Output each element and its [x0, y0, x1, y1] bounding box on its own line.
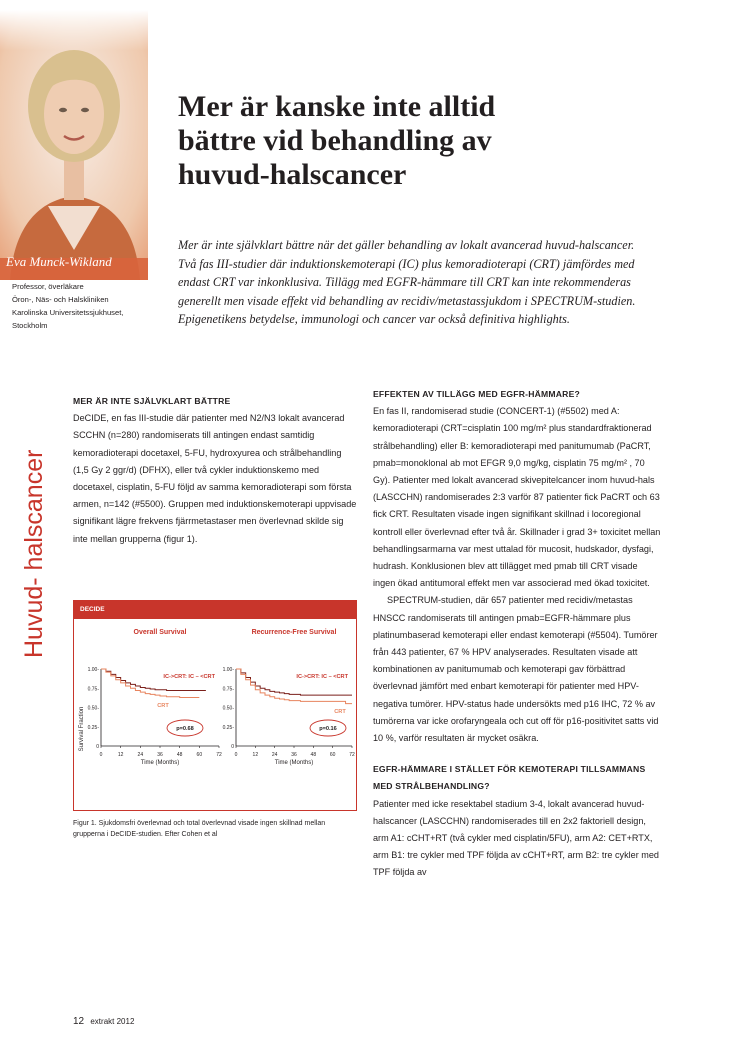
y-tick-label: 0 — [231, 744, 234, 750]
x-tick-label: 36 — [291, 752, 297, 758]
x-tick-label: 0 — [234, 752, 238, 758]
x-tick-label: 24 — [137, 752, 144, 758]
x-axis-label: Time (Months) — [274, 760, 314, 766]
pvalue-label: p=0.68 — [176, 726, 194, 732]
pvalue-label: p=0.16 — [319, 726, 337, 732]
x-tick-label: 60 — [329, 752, 336, 758]
legend-crt-label: CRT — [157, 703, 169, 709]
y-tick-label: 0 — [96, 744, 99, 750]
legend-crt-label: CRT — [334, 709, 346, 715]
y-axis-label: Survival Fraction — [79, 706, 85, 752]
x-tick-label: 12 — [117, 752, 124, 758]
left-column — [73, 393, 358, 548]
y-tick-label: 1.00- — [87, 667, 99, 673]
y-tick-label: 0.25- — [222, 724, 234, 731]
x-tick-label: 12 — [252, 752, 259, 758]
x-tick-label: 0 — [99, 752, 103, 758]
survival-charts — [74, 619, 356, 810]
section-tag-text: Huvud- halscancer — [20, 449, 48, 658]
figure-caption: Figur 1. Sjukdomsfri överlevnad och total överlevnad visade ingen skillnad mellan grupperna i DeCIDE-studien. Efter Cohen et al — [73, 820, 326, 838]
section-tag — [18, 398, 48, 658]
legend-ic-label: IC->CRT: IC – <CRT — [163, 674, 215, 680]
x-tick-label: 48 — [310, 752, 317, 758]
x-tick-label: 60 — [196, 752, 203, 758]
x-tick-label: 36 — [157, 752, 163, 758]
x-tick-label: 24 — [271, 752, 278, 758]
section-heading: EGFR-HÄMMARE I STÄLLET FÖR KEMOTERAPI TILLSAMMANS MED STRÅLBEHANDLING? — [373, 764, 646, 792]
page-number: 12 — [73, 1016, 85, 1027]
author-info-line: Stockholm — [12, 321, 48, 330]
chart-title: Recurrence-Free Survival — [251, 629, 337, 636]
y-tick-label: 0.50- — [87, 705, 99, 712]
body-paragraph: SPECTRUM-studien, där 657 patienter med recidiv/metastas HNSCC randomiserats till antingen pmab=EGFR-hämmare plus platinumbaserad kemoterapi eller endast kemoterapi (#5504). Tumörer från 443 patienter, 67 % HPV analyserades. Resultaten visade att kombinationen av panitumumab och kemoterapi gav förbättrad överlevnad jämfört med enbart kemoterapi för patienter med HPV-negativa tumörer. HPV-status hade undersökts med p16 IHC, 72 % av tumörerna var icke orofaryngeala och cut off för p16-positivitet satts vid 10 %, varför resultaten är mycket osäkra. — [373, 595, 659, 744]
legend-ic-label: IC->CRT: IC – <CRT — [296, 674, 348, 680]
survival-curve-ic — [236, 669, 352, 695]
figure-box — [73, 600, 357, 811]
figure-label: DECIDE — [74, 601, 356, 619]
author-affiliation — [12, 280, 162, 332]
y-tick-label: 0.75- — [87, 686, 99, 693]
title-line: Mer är kanske inte alltid — [178, 90, 496, 123]
title-line: huvud-halscancer — [178, 158, 407, 191]
body-paragraph: Patienter med icke resektabel stadium 3-4, lokalt avancerad huvud-halscancer (LASCCHN) randomiserades till en 2x2 faktoriell design, arm A1: cCHT+RT (två cykler med cisplatin/5FU), arm A2: CET+RTX, arm B1: tre cykler med TPF följda av cCHT+RT, arm B2: tre cykler med TPF följda av — [373, 798, 659, 878]
y-tick-label: 0.50- — [222, 705, 234, 712]
section-heading: EFFEKTEN AV TILLÄGG MED EGFR-HÄMMARE? — [373, 389, 580, 399]
author-info-line: Öron-, Näs- och Halskliniken — [12, 295, 109, 304]
y-tick-label: 1.00- — [222, 667, 234, 673]
author-info-line: Professor, överläkare — [12, 282, 84, 291]
x-tick-label: 72 — [349, 752, 355, 758]
section-heading: MER ÄR INTE SJÄLVKLART BÄTTRE — [73, 396, 231, 406]
body-paragraph: DeCIDE, en fas III-studie där patienter med N2/N3 lokalt avancerad SCCHN (n=280) randomiserats till antingen endast samtidig kemoradioterapi docetaxel, 5-FU, hydroxyurea och strålbehandling (1,5 Gy 2 ggr/d) (DFHX), eller två cykler induktionskemo med docetaxel, cisplatin, 5-FU följd av samma kemoradioterapi som första armen, n=142 (#5500). Gruppen med induktionskemoterapi uppvisade signifikant lägre frekvens fjärrmetastaser men överlevnad skilde sig inte mellan grupperna (figur 1). — [73, 413, 357, 544]
page-footer — [73, 1016, 134, 1027]
y-tick-label: 0.25- — [87, 724, 99, 731]
lead-paragraph: Mer är inte självklart bättre när det gäller behandling av lokalt avancerad huvud-halscancer. Två fas III-studier där induktionskemoterapi (IC) plus kemoradioterapi (CRT) jämfördes med endast CRT var inkonklusiva. Tillägg med EGFR-hämmare till CRT kan inte rekommenderas generellt men visade effekt vid behandling av recidiv/metastassjukdom i SPECTRUM-studien. Epigenetikens betydelse, immunologi och cancer var också definitiva highlights. — [178, 238, 636, 326]
title-line: bättre vid behandling av — [178, 124, 492, 157]
article-title — [178, 90, 638, 192]
publication-name: extrakt 2012 — [90, 1017, 135, 1026]
x-axis-label: Time (Months) — [140, 760, 180, 766]
x-tick-label: 48 — [176, 752, 183, 758]
chart-title: Overall Survival — [133, 629, 187, 636]
body-paragraph: En fas II, randomiserad studie (CONCERT-1) (#5502) med A: kemoradioterapi (CRT=cisplatin 100 mg/m² plus standardfraktionerad strålbehandling) eller B: kemoradioterapi med panitumumab (PaCRT, pmab=monoklonal ab mot EFGR 9,0 mg/kg, cisplatin 75 mg/m² , 70 Gy). Patienter med lokalt avancerad skivepitelcancer inom huvud-hals (LASCCHN) randomiserades 2:3 varför 87 patienter fick PaCRT och 63 fick CRT. Resultaten visade ingen signifikant skillnad i locoregional kontroll eller överlevnad efter två år. Skillnader i grad 3+ toxicitet mellan behandlingsarmarna var mest uttalad för mucosit, hudskador, dysfagi, hudrash. Konklusionen blev att tillägget med pmab till CRT visade ingen ökad antitumoral effekt men var associerad med ökad toxicitet. — [373, 406, 661, 589]
y-tick-label: 0.75- — [222, 686, 234, 693]
author-name: Eva Munck-Wikland — [6, 254, 112, 269]
author-info-line: Karolinska Universitetssjukhuset, — [12, 308, 124, 317]
author-photo — [0, 10, 148, 280]
x-tick-label: 72 — [216, 752, 222, 758]
right-column — [373, 386, 661, 882]
